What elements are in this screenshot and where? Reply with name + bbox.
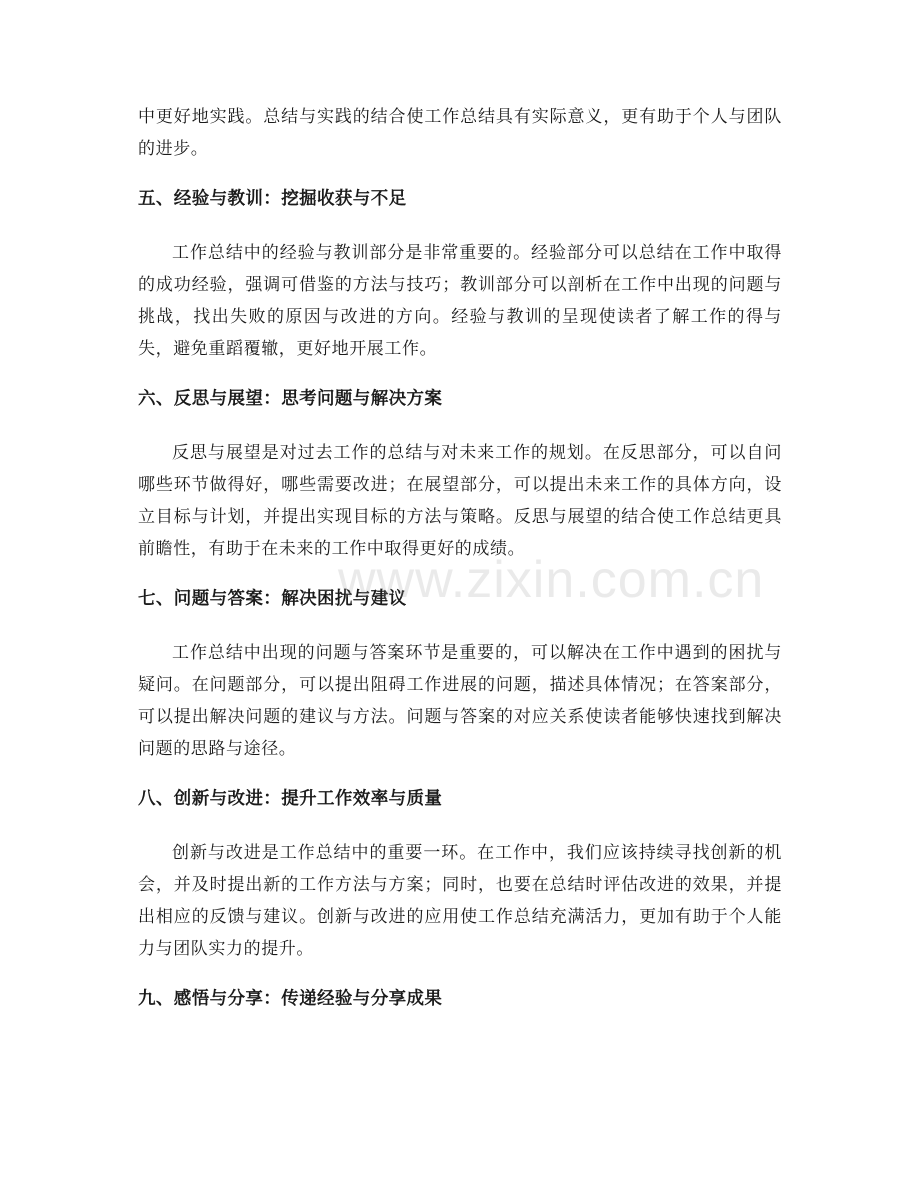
section-heading-8: 八、创新与改进：提升工作效率与质量 [138,789,443,809]
section-body-8: 创新与改进是工作总结中的重要一环。在工作中，我们应该持续寻找创新的机会，并及时提出新的工作方法与方案；同时，也要在总结时评估改进的效果，并提出相应的反馈与建议。创新与改进的应用使工作总结充满活力，更加有助于个人能力与团队实力的提升。 [138,843,782,959]
section-heading-9: 九、感悟与分享：传递经验与分享成果 [138,989,443,1009]
section-body-5: 工作总结中的经验与教训部分是非常重要的。经验部分可以总结在工作中取得的成功经验，强调可借鉴的方法与技巧；教训部分可以剖析在工作中出现的问题与挑战，找出失败的原因与改进的方向。经验与教训的呈现使读者了解工作的得与失，避免重蹈覆辙，更好地开展工作。 [138,243,782,359]
section-heading-7: 七、问题与答案：解决困扰与建议 [138,589,407,609]
section-heading-5: 五、经验与教训：挖掘收获与不足 [138,189,407,209]
section-heading-6: 六、反思与展望：思考问题与解决方案 [138,389,443,409]
watermark-text: www.zixin.com.cn [338,551,765,609]
document-body [138,101,782,1037]
section-body-6: 反思与展望是对过去工作的总结与对未来工作的规划。在反思部分，可以自问哪些环节做得好，哪些需要改进；在展望部分，可以提出未来工作的具体方向，设立目标与计划，并提出实现目标的方法与策略。反思与展望的结合使工作总结更具前瞻性，有助于在未来的工作中取得更好的成绩。 [138,443,782,559]
section-body-7: 工作总结中出现的问题与答案环节是重要的，可以解决在工作中遇到的困扰与疑问。在问题部分，可以提出阻碍工作进展的问题，描述具体情况；在答案部分，可以提出解决问题的建议与方法。问题与答案的对应关系使读者能够快速找到解决问题的思路与途径。 [138,643,782,759]
intro-paragraph: 中更好地实践。总结与实践的结合使工作总结具有实际意义，更有助于个人与团队的进步。 [138,107,782,159]
